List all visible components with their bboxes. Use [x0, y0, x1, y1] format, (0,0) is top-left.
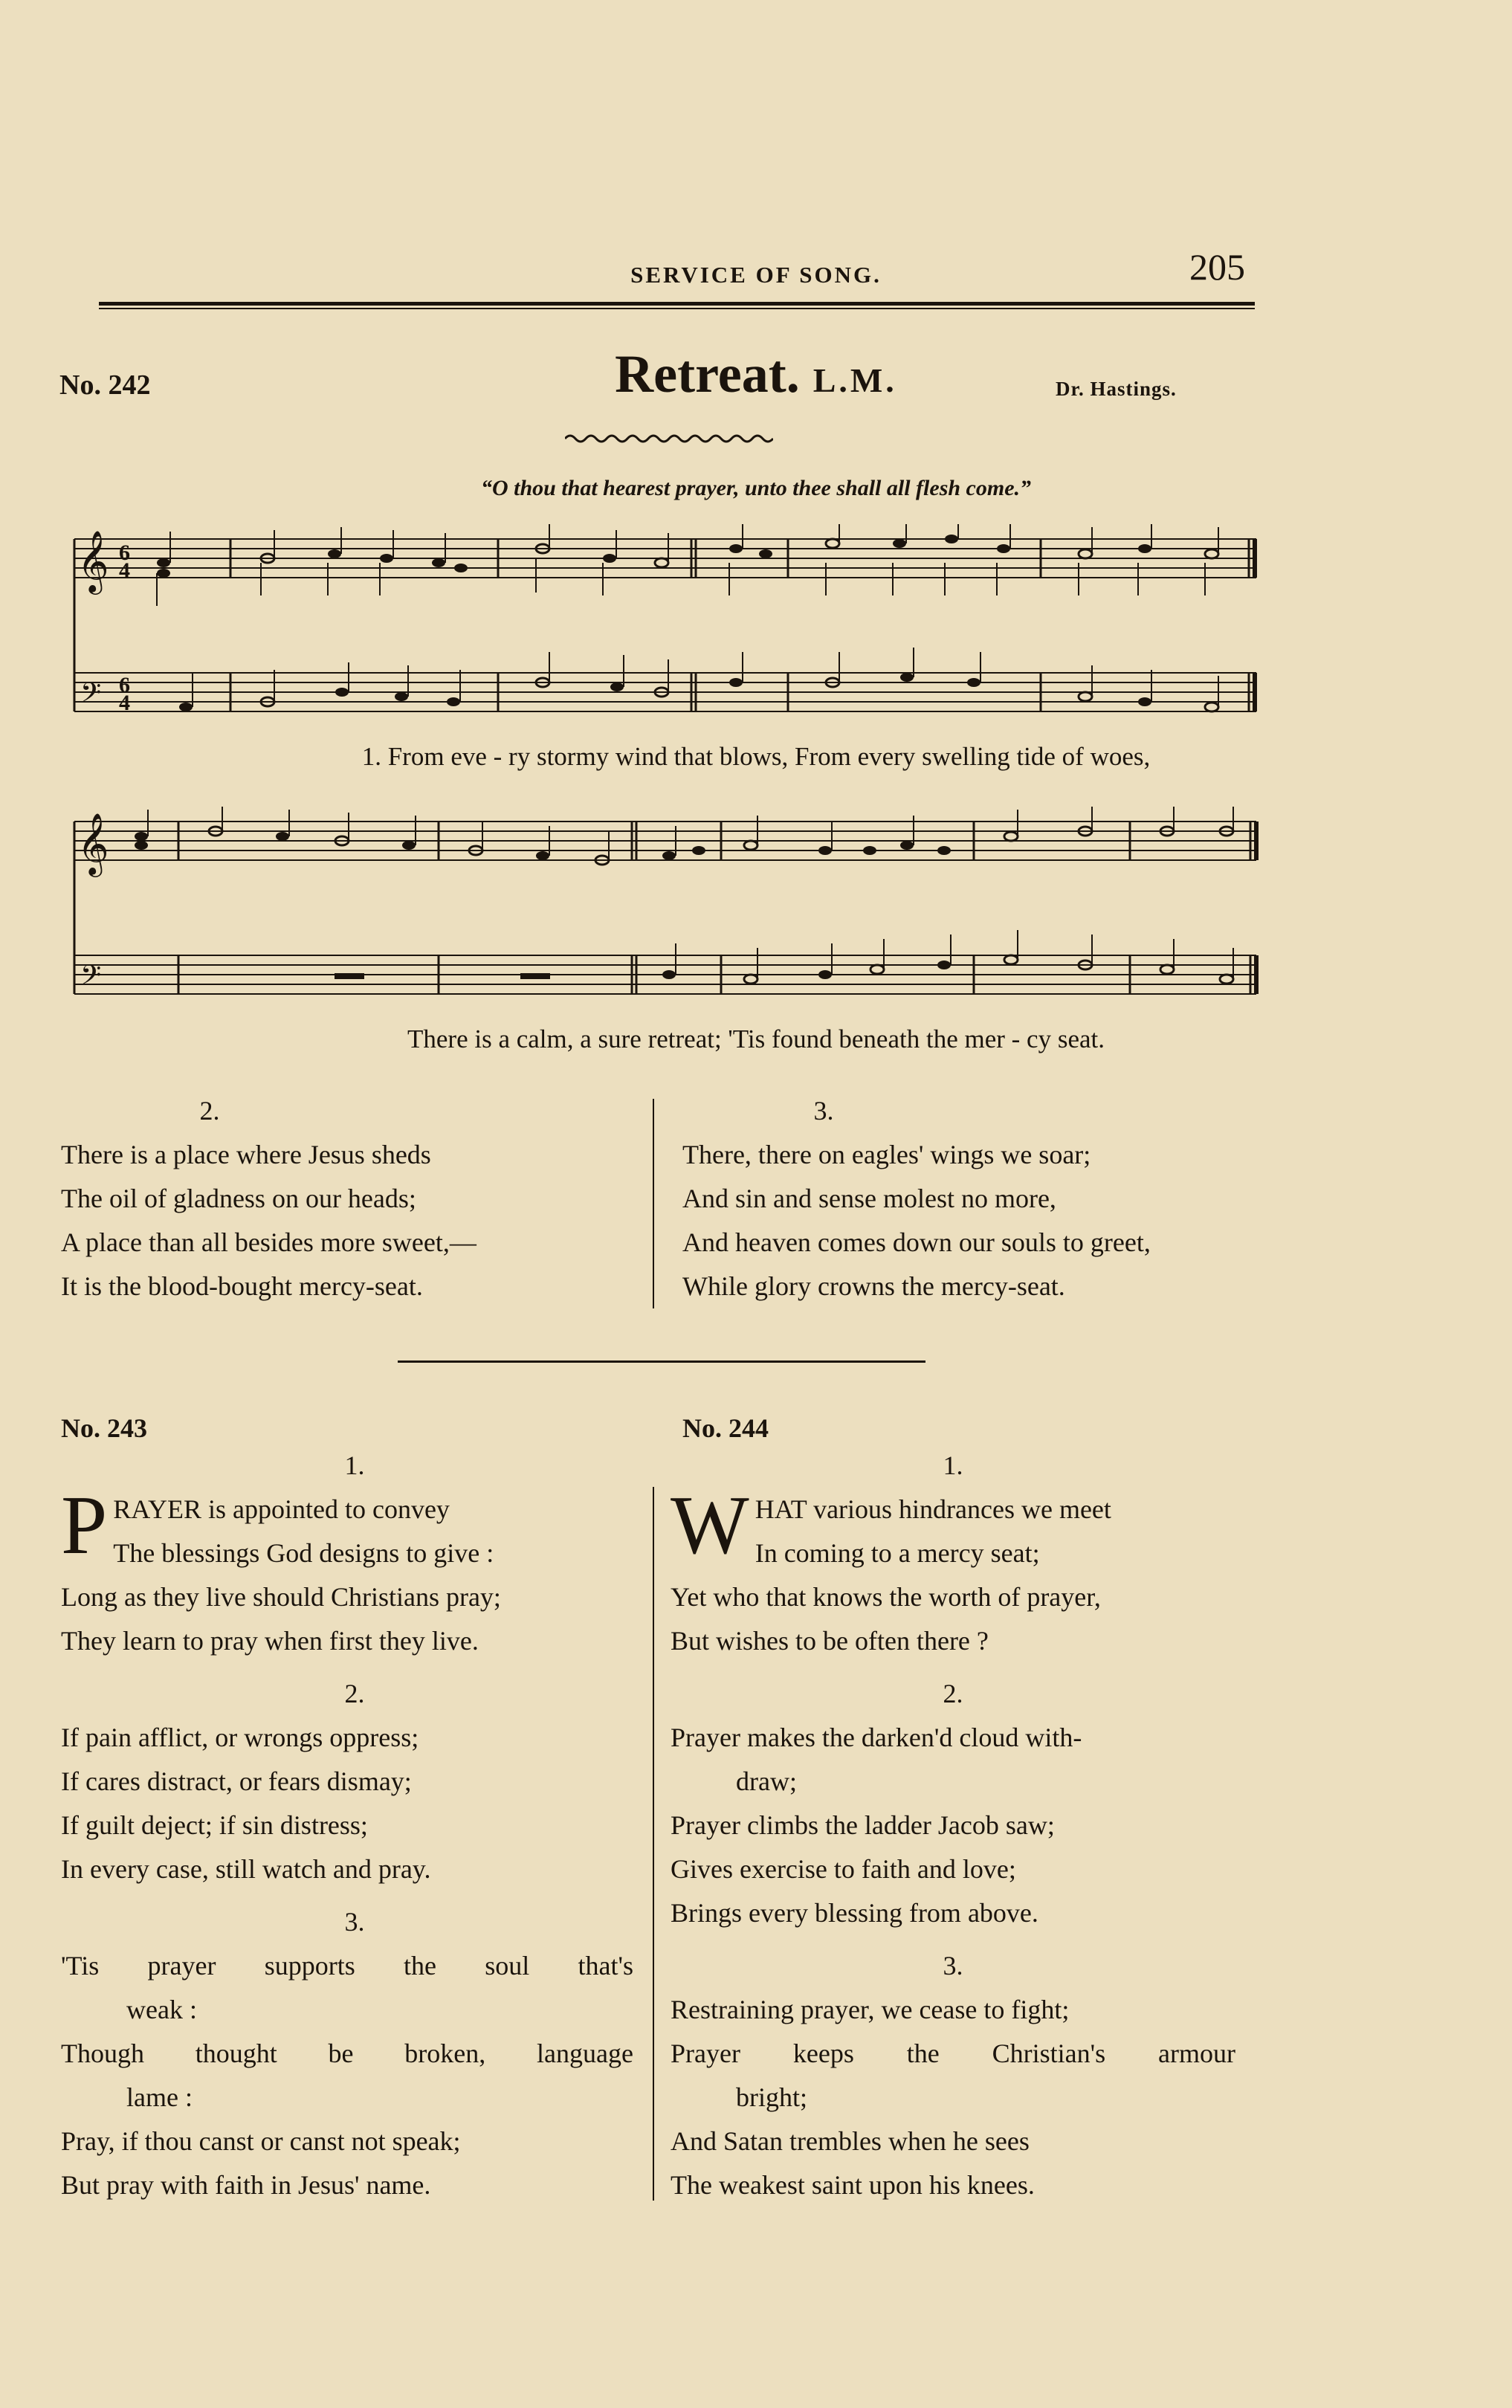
verse-line: It is the blood-bought mercy-seat. — [61, 1271, 423, 1301]
verse-line: But wishes to be often there ? — [671, 1626, 989, 1656]
verse-number: 3. — [943, 1951, 963, 1981]
verse-line: bright; — [736, 2082, 807, 2112]
hymn-243 — [61, 1413, 648, 2207]
verse-line: Restraining prayer, we cease to fight; — [671, 1995, 1070, 2024]
hymn-number-243: No. 243 — [61, 1413, 147, 1443]
wavy-ornament — [565, 433, 773, 445]
verse-line: Brings every blessing from above. — [671, 1898, 1038, 1928]
section-separator — [398, 1360, 925, 1363]
verse-number: 3. — [344, 1907, 365, 1937]
verse-line: RAYER is appointed to convey — [113, 1494, 450, 1524]
verse-line: And sin and sense molest no more, — [682, 1184, 1056, 1213]
svg-text:4: 4 — [119, 558, 130, 583]
hymn-title-text: Retreat. — [615, 344, 800, 404]
hymn-number-244: No. 244 — [682, 1413, 769, 1443]
verse-line: In coming to a mercy seat; — [755, 1538, 1040, 1568]
verse-line: Prayer climbs the ladder Jacob saw; — [671, 1810, 1055, 1840]
verse-line: But pray with faith in Jesus' name. — [61, 2170, 431, 2200]
verse-line: Prayer makes the darken'd cloud with- — [671, 1723, 1082, 1752]
hymn-number-242: No. 242 — [59, 369, 151, 401]
verse-line: In every case, still watch and pray. — [61, 1854, 431, 1884]
header-rule-thin — [99, 308, 1255, 309]
verse-line: HAT various hindrances we meet — [755, 1494, 1111, 1524]
verse-line: And Satan trembles when he sees — [671, 2126, 1030, 2156]
svg-text:6: 6 — [119, 540, 130, 565]
column-divider — [653, 1487, 654, 2201]
verse-line: They learn to pray when first they live. — [61, 1626, 479, 1656]
verse-number: 2. — [344, 1679, 365, 1708]
hymn-244 — [671, 1413, 1258, 2207]
verse-number: 2. — [943, 1679, 963, 1708]
verse-line: The weakest saint upon his knees. — [671, 2170, 1035, 2200]
verse-number: 2. — [199, 1096, 220, 1126]
verse-number: 1. — [943, 1450, 963, 1480]
verse-line: weak : — [126, 1995, 197, 2024]
verse-line: If guilt deject; if sin distress; — [61, 1810, 368, 1840]
verse-2 — [61, 1089, 641, 1308]
verse-3 — [682, 1089, 1262, 1308]
verse-line: Prayer keeps the Christian's armour — [671, 2039, 1235, 2068]
music-system-1 — [67, 524, 1264, 740]
verse-line: lame : — [126, 2082, 193, 2112]
verse-line: Pray, if thou canst or canst not speak; — [61, 2126, 461, 2156]
verse-line: The oil of gladness on our heads; — [61, 1184, 416, 1213]
column-divider — [653, 1099, 654, 1308]
verse-line: Yet who that knows the worth of prayer, — [671, 1582, 1101, 1612]
music-system-2 — [67, 807, 1264, 1022]
lyric-line-2: There is a calm, a sure retreat; 'Tis found beneath the mer - cy seat. — [407, 1024, 1105, 1053]
epigraph: “O thou that hearest prayer, unto thee shall all flesh come.” — [480, 476, 1032, 500]
lyric-line-1: 1. From eve - ry stormy wind that blows, From every swelling tide of woes, — [361, 742, 1151, 771]
verse-line: A place than all besides more sweet,— — [61, 1227, 476, 1257]
verse-line: Though thought be broken, language — [61, 2039, 633, 2068]
page-number: 205 — [1189, 246, 1245, 288]
verse-line: If pain afflict, or wrongs oppress; — [61, 1723, 419, 1752]
verse-line: There is a place where Jesus sheds — [61, 1140, 431, 1169]
svg-text:𝄢: 𝄢 — [80, 960, 102, 998]
header-rule — [99, 302, 1255, 306]
composer: Dr. Hastings. — [1056, 378, 1177, 400]
verse-number: 3. — [813, 1096, 834, 1126]
svg-text:6: 6 — [119, 673, 130, 697]
verse-line: Long as they live should Christians pray; — [61, 1582, 501, 1612]
svg-text:𝄞: 𝄞 — [77, 529, 109, 592]
verse-line: If cares distract, or fears dismay; — [61, 1766, 412, 1796]
verse-line: draw; — [736, 1766, 797, 1796]
verse-number: 1. — [344, 1450, 365, 1480]
verse-line: The blessings God designs to give : — [113, 1538, 494, 1568]
verse-line: And heaven comes down our souls to greet, — [682, 1227, 1151, 1257]
running-header: SERVICE OF SONG. — [630, 262, 882, 288]
drop-cap: P — [61, 1479, 108, 1572]
svg-text:𝄢: 𝄢 — [80, 677, 102, 715]
verse-line: There, there on eagles' wings we soar; — [682, 1140, 1091, 1169]
drop-cap: W — [671, 1479, 749, 1572]
svg-text:𝄞: 𝄞 — [77, 812, 109, 874]
verse-line: While glory crowns the mercy-seat. — [682, 1271, 1065, 1301]
verse-line: Gives exercise to faith and love; — [671, 1854, 1016, 1884]
svg-text:4: 4 — [119, 691, 130, 715]
hymn-title — [0, 343, 1512, 405]
verse-line: 'Tis prayer supports the soul that's — [61, 1951, 633, 1981]
hymn-meter: L.M. — [812, 361, 897, 399]
